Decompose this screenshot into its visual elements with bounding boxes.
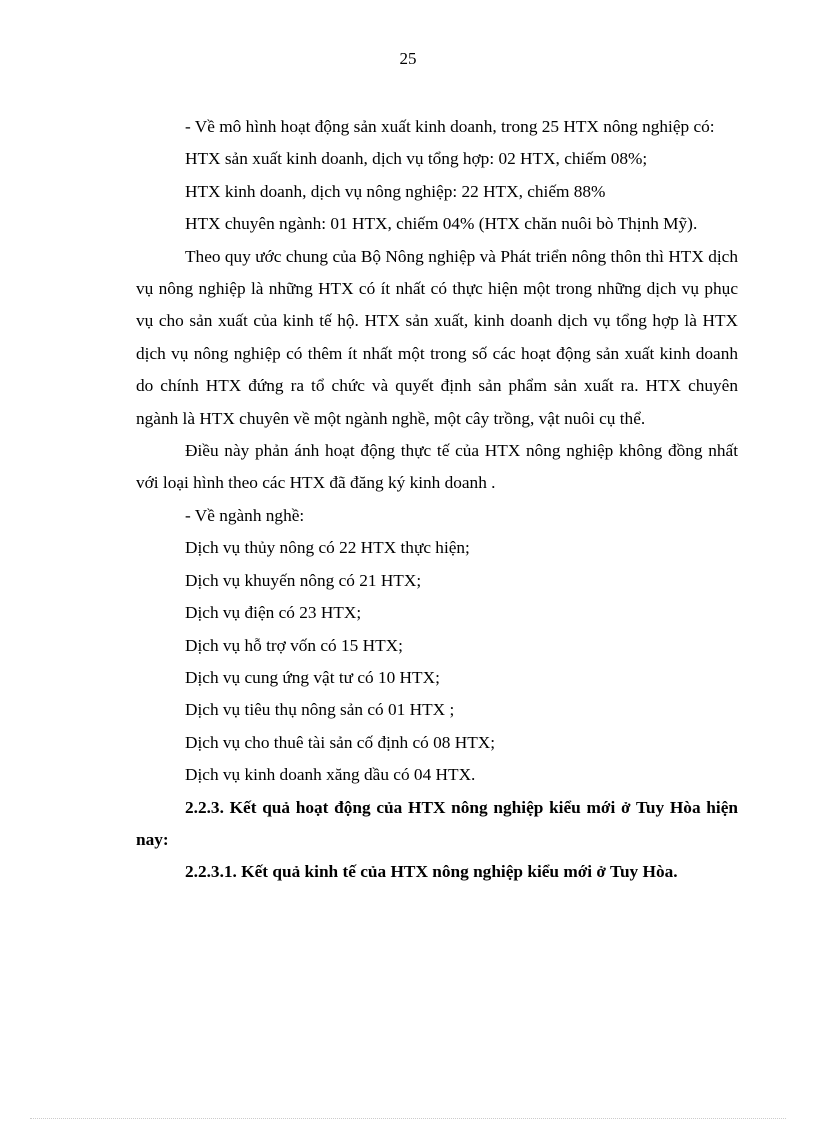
model-agri-services: HTX kinh doanh, dịch vụ nông nghiệp: 22 HTX, chiếm 88% (185, 181, 606, 201)
service-irrigation: Dịch vụ thủy nông có 22 HTX thực hiện; (185, 538, 470, 558)
service-consumption: Dịch vụ tiêu thụ nông sản có 01 HTX ; (185, 700, 455, 720)
page-bottom-divider (30, 1118, 786, 1119)
service-extension: Dịch vụ khuyến nông có 21 HTX; (185, 570, 422, 590)
service-supplies: Dịch vụ cung ứng vật tư có 10 HTX; (185, 667, 440, 687)
service-capital-support: Dịch vụ hỗ trợ vốn có 15 HTX; (185, 635, 403, 655)
sector-intro: - Về ngành nghề: (185, 505, 305, 525)
model-general-services: HTX sản xuất kinh doanh, dịch vụ tổng hợp: 02 HTX, chiếm 08%; (185, 149, 648, 169)
document-body (136, 111, 738, 889)
business-model-intro: - Về mô hình hoạt động sản xuất kinh doanh, trong 25 HTX nông nghiệp có: (185, 117, 715, 136)
reflection-paragraph: Điều này phản ánh hoạt động thực tế của HTX nông nghiệp không đồng nhất với loại hình theo các HTX đã đăng ký kinh doanh . (136, 441, 738, 493)
service-fuel-trading: Dịch vụ kinh doanh xăng dầu có 04 HTX. (185, 765, 476, 785)
section-heading-2-2-3: 2.2.3. Kết quả hoạt động của HTX nông nghiệp kiểu mới ở Tuy Hòa hiện nay: (136, 797, 738, 849)
service-asset-rental: Dịch vụ cho thuê tài sản cố định có 08 HTX; (185, 732, 496, 752)
page-number: 25 (399, 49, 417, 68)
section-heading-2-2-3-1: 2.2.3.1. Kết quả kinh tế của HTX nông nghiệp kiểu mới ở Tuy Hòa. (185, 862, 678, 882)
model-specialized: HTX chuyên ngành: 01 HTX, chiếm 04% (HTX chăn nuôi bò Thịnh Mỹ). (185, 214, 698, 234)
convention-paragraph: Theo quy ước chung của Bộ Nông nghiệp và Phát triển nông thôn thì HTX dịch vụ nông nghiệp là những HTX có ít nhất có thực hiện một trong những dịch vụ phục vụ cho sản xuất của kinh tế hộ. HTX sản xuất, kinh doanh dịch vụ tổng hợp là HTX dịch vụ nông nghiệp có thêm ít nhất một trong số các hoạt động sản xuất kinh doanh do chính HTX đứng ra tổ chức và quyết định sản phẩm sản xuất ra. HTX chuyên ngành là HTX chuyên về một ngành nghề, một cây trồng, vật nuôi cụ thể. (136, 246, 738, 428)
service-electricity: Dịch vụ điện có 23 HTX; (185, 603, 362, 623)
